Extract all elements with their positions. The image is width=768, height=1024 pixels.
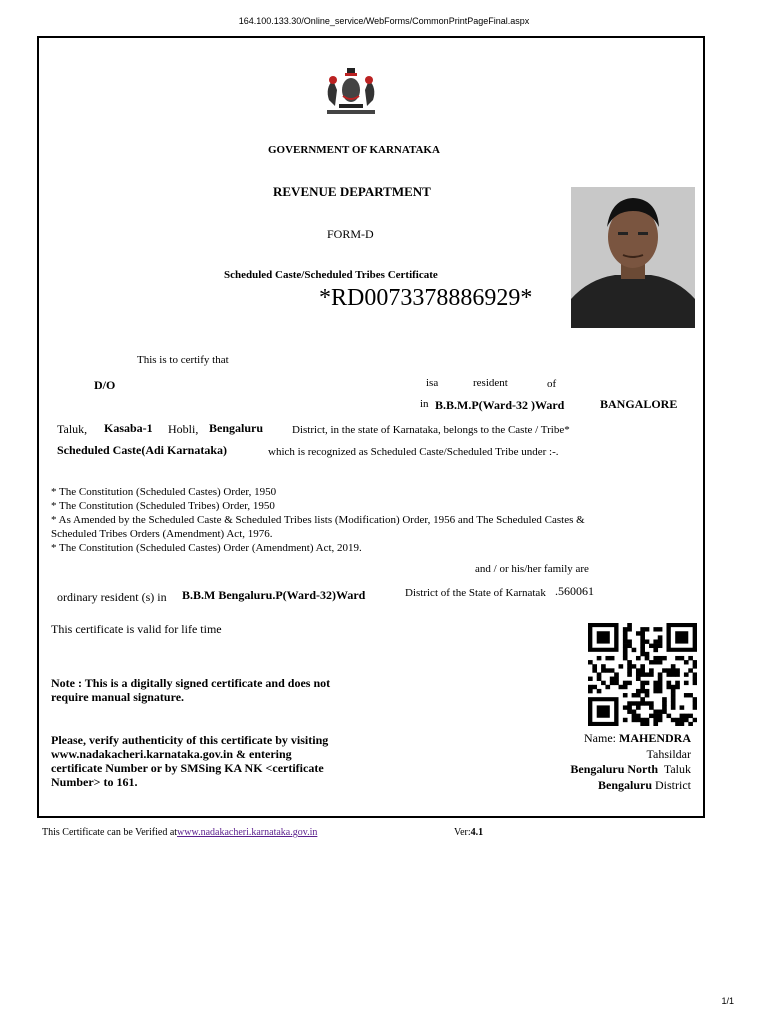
version-label: Ver: [454,827,471,838]
ward-value: B.B.M.P(Ward-32 )Ward [435,398,565,412]
verify-link[interactable]: www.nadakacheri.karnataka.gov.in [177,827,318,838]
ordinary-resident-text: ordinary resident (s) in [57,590,167,604]
ordinary-ward-value: B.B.M Bengaluru.P(Ward-32)Ward [182,588,366,602]
certificate-title: Scheduled Caste/Scheduled Tribes Certificate [224,269,438,281]
of-text: of [547,378,557,390]
signatory-name: MAHENDRA [619,731,691,745]
version-info [454,827,483,838]
certify-text: This is to certify that [137,354,229,366]
order-item: * The Constitution (Scheduled Tribes) Order, 1950 [51,500,275,512]
karnataka-emblem-icon [321,66,381,118]
district-text: District, in the state of Karnataka, belongs to the Caste / Tribe* [292,424,570,436]
order-item: * The Constitution (Scheduled Castes) Order, 1950 [51,486,277,498]
hobli-value: Bengaluru [209,421,264,435]
verify-line: Number> to 161. [51,775,138,789]
order-item: * As Amended by the Scheduled Caste & Scheduled Tribes lists (Modification) Order, 1956 and The Scheduled Castes & [51,514,585,526]
certificate-number: *RD0073378886929* [319,285,533,311]
signatory-taluk: Bengaluru North [570,762,659,776]
signatory-block [570,731,691,793]
name-label: Name: [584,731,616,745]
form-label: FORM-D [327,227,374,241]
pincode-value: .560061 [555,584,594,598]
govt-heading: GOVERNMENT OF KARNATAKA [268,144,440,156]
district-state-text: District of the State of Karnatak [405,587,546,599]
digital-signature-note [51,676,330,704]
verify-line: Please, verify authenticity of this certificate by visiting [51,733,329,747]
validity-text: This certificate is valid for life time [51,622,222,636]
city-value: BANGALORE [600,397,678,411]
order-item: Scheduled Tribes Orders (Amendment) Act, 1976. [51,528,273,540]
page-url: 164.100.133.30/Online_service/WebForms/CommonPrintPageFinal.aspx [238,16,530,26]
verify-line: certificate Number or by SMSing KA NK <certificate [51,761,324,775]
taluk-label: Taluk, [57,422,88,436]
do-label: D/O [94,378,116,392]
footer-verify-text: This Certificate can be Verified at [42,827,178,838]
orders-list [51,485,651,555]
qr-code [588,623,697,726]
page-number: 1/1 [721,996,734,1006]
district-word: District [655,777,691,792]
isa-text: isa [426,377,439,389]
note-line: Note : This is a digitally signed certificate and does not [51,676,331,690]
family-text: and / or his/her family are [475,563,589,575]
taluk-word: Taluk [663,762,691,776]
in-text: in [420,398,429,410]
verify-line: www.nadakacheri.karnataka.gov.in & entering [51,747,292,761]
version-value: 4.1 [470,827,484,838]
footer-verify [42,827,317,838]
order-item: * The Constitution (Scheduled Castes) Order (Amendment) Act, 2019. [51,542,362,554]
note-line: require manual signature. [51,690,185,704]
hobli-label: Hobli, [168,422,199,436]
department-heading: REVENUE DEPARTMENT [273,184,431,199]
recognized-text: which is recognized as Scheduled Caste/Scheduled Tribe under :-. [268,446,559,458]
signatory-district: Bengaluru [597,777,652,792]
verify-instructions [51,733,328,789]
resident-text: resident [473,377,508,389]
taluk-value: Kasaba-1 [104,421,153,435]
signatory-designation: Tahsildar [646,746,691,761]
applicant-photo [571,187,695,328]
caste-value: Scheduled Caste(Adi Karnataka) [57,443,228,457]
